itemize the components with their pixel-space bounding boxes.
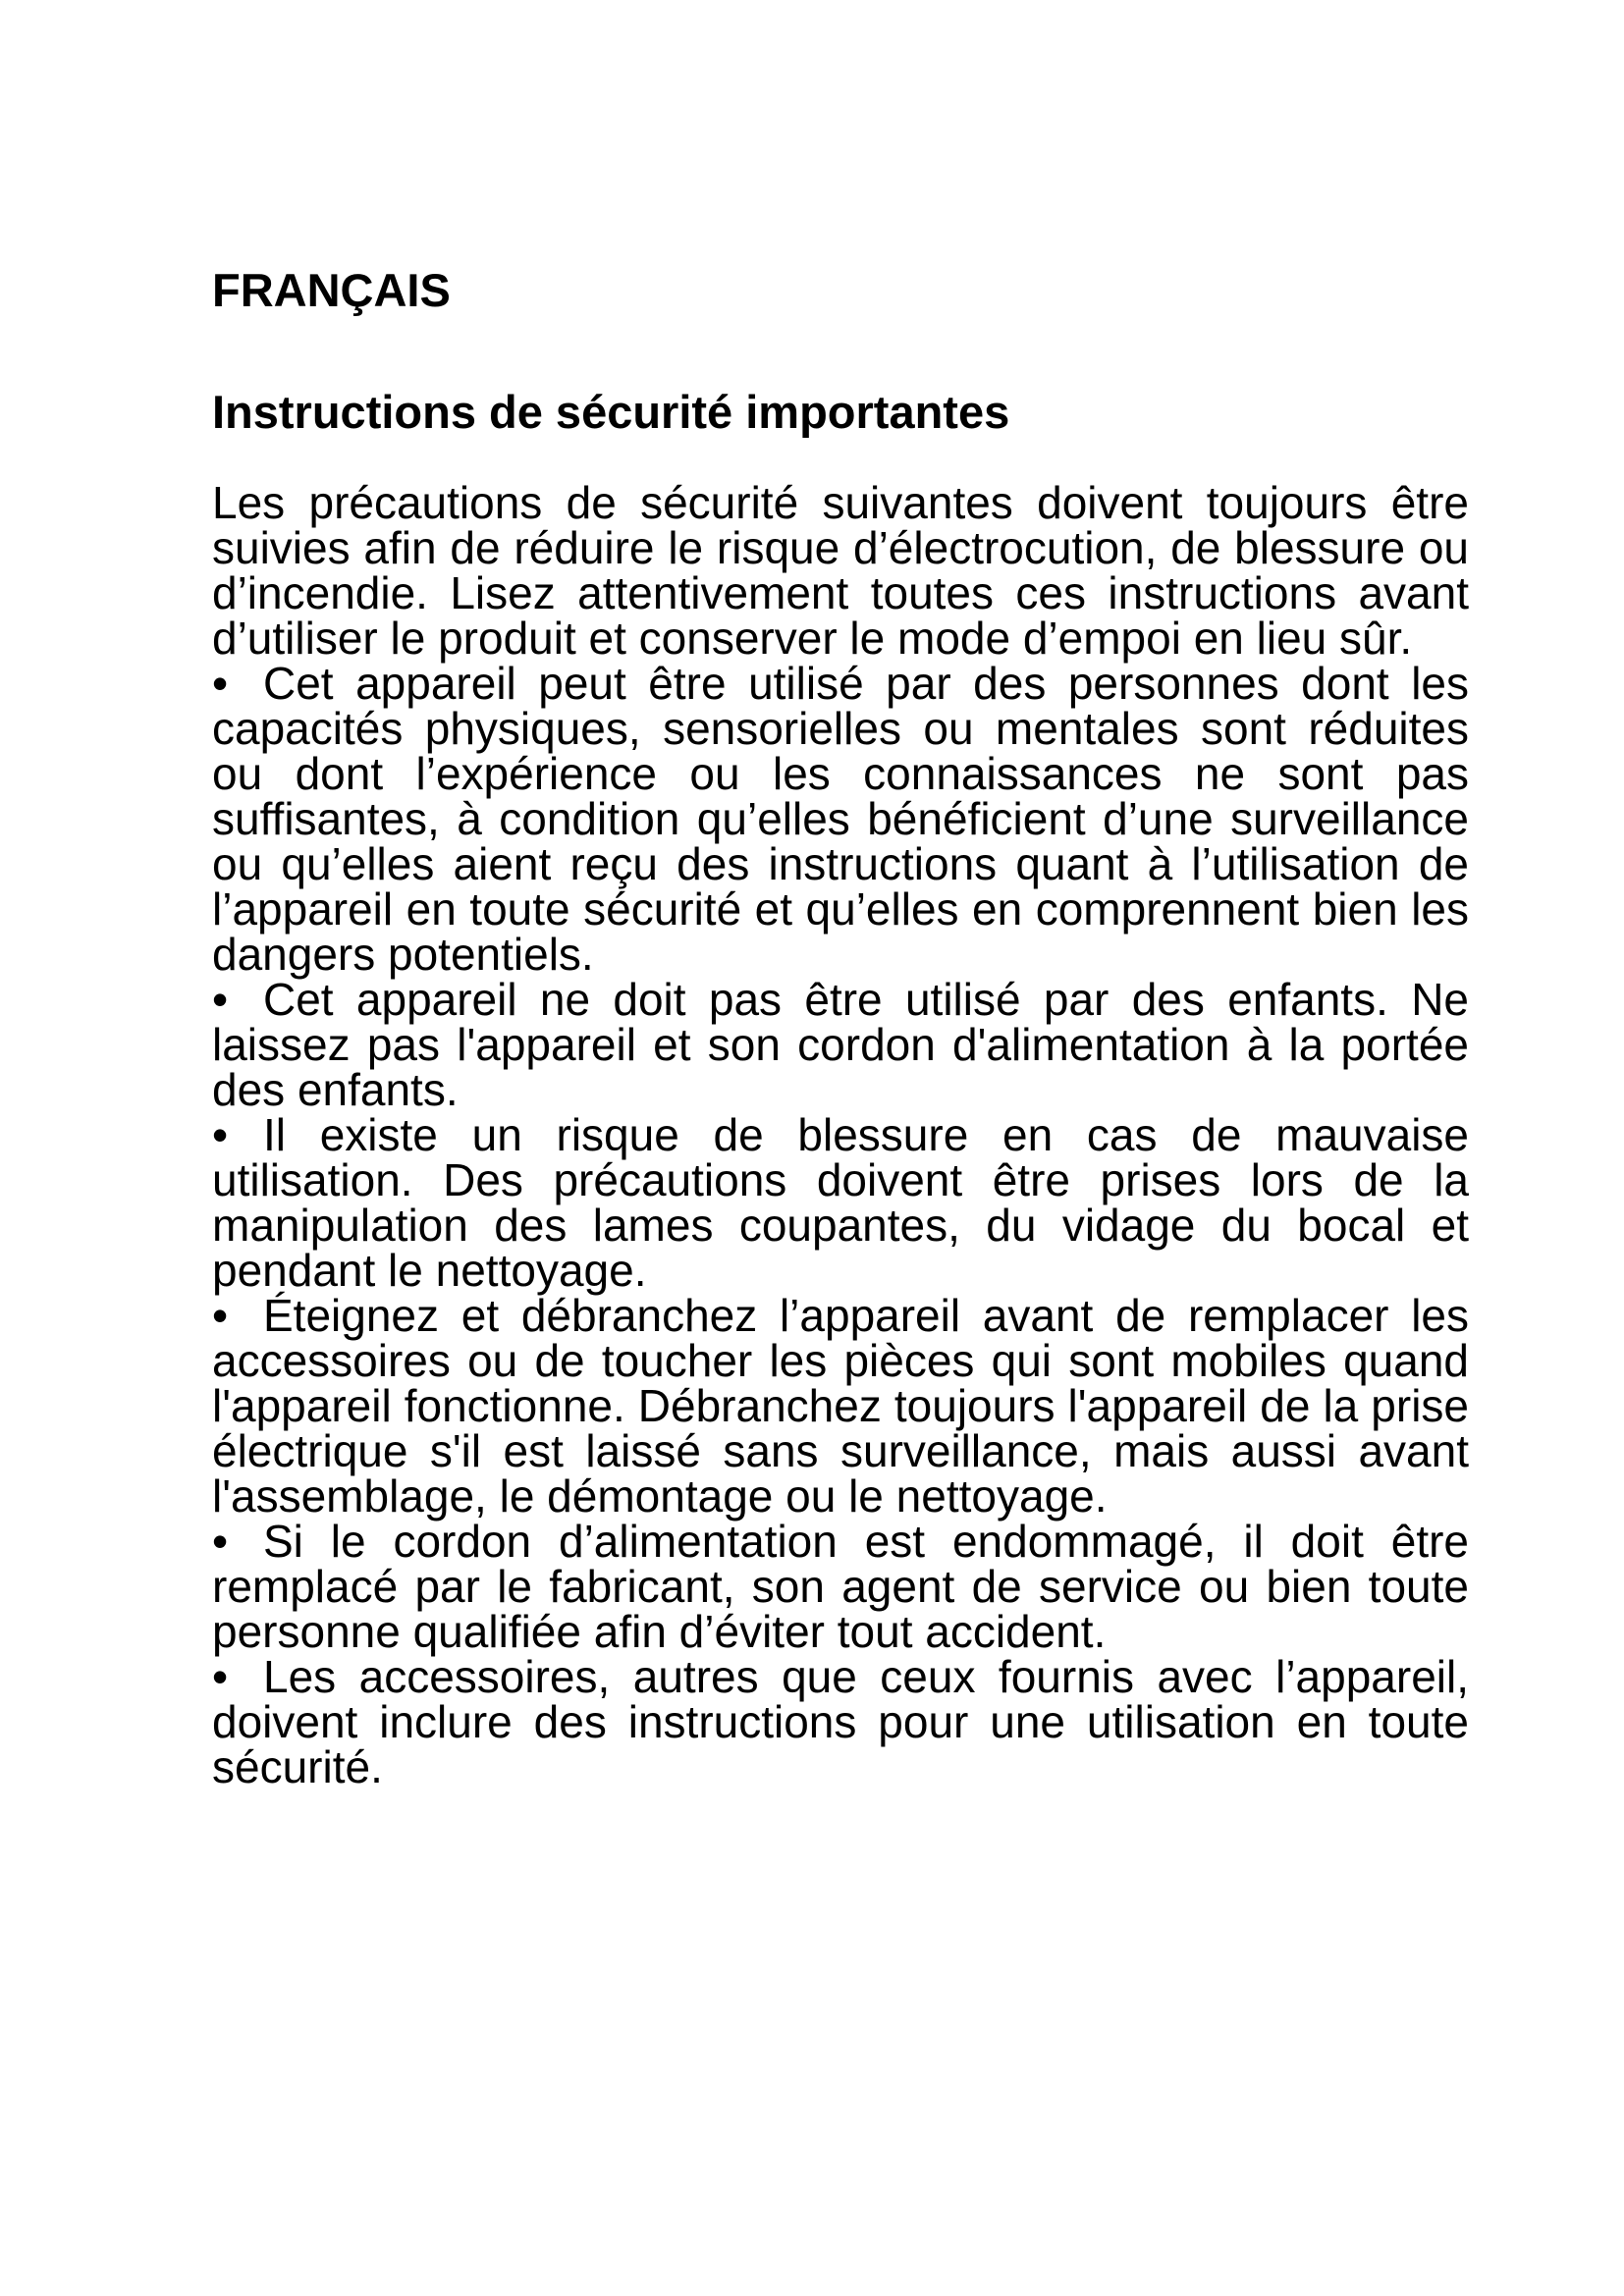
bullet-icon: • bbox=[212, 657, 229, 709]
list-item bbox=[212, 1515, 1469, 1657]
list-item bbox=[212, 1108, 1469, 1296]
section-title: Instructions de sécurité importantes bbox=[212, 386, 1010, 439]
language-heading: FRANÇAIS bbox=[212, 264, 451, 316]
list-item-text: Cet appareil peut être utilisé par des personnes dont les capacités physiques, sensorielles ou mentales sont réduites ou dont l’expérience ou les connaissances ne sont pas suffisantes, à condition qu’elles bénéficient d’une surveillance ou qu’elles aient reçu des instructions quant à l’utilisation de l’appareil en toute sécurité et qu’elles en comprennent bien les dangers potentiels. bbox=[212, 657, 1469, 980]
bullet-icon: • bbox=[212, 1289, 229, 1341]
bullet-icon: • bbox=[212, 1650, 229, 1702]
intro-paragraph: Les précautions de sécurité suivantes doivent toujours être suivies afin de réduire le risque d’électrocution, de blessure ou d’incendie. Lisez attentivement toutes ces instructions avant d’utiliser le produit et conserver le mode d’empoi en lieu sûr. bbox=[212, 476, 1469, 664]
bullet-icon: • bbox=[212, 1515, 229, 1567]
safety-instructions-list bbox=[212, 657, 1469, 1792]
list-item-text: Les accessoires, autres que ceux fournis avec l’appareil, doivent inclure des instructions pour une utilisation en toute sécurité. bbox=[212, 1650, 1469, 1792]
list-item bbox=[212, 973, 1469, 1115]
list-item-text: Si le cordon d’alimentation est endommagé, il doit être remplacé par le fabricant, son agent de service ou bien toute personne qualifiée afin d’éviter tout accident. bbox=[212, 1515, 1469, 1657]
document-content bbox=[212, 263, 1469, 1792]
list-item-text: Éteignez et débranchez l’appareil avant de remplacer les accessoires ou de toucher les pièces qui sont mobiles quand l'appareil fonctionne. Débranchez toujours l'appareil de la prise électrique s'il est laissé sans surveillance, mais aussi avant l'assemblage, le démontage ou le nettoyage. bbox=[212, 1289, 1469, 1522]
list-item bbox=[212, 1650, 1469, 1792]
bullet-icon: • bbox=[212, 973, 229, 1025]
list-item-text: Il existe un risque de blessure en cas de mauvaise utilisation. Des précautions doivent être prises lors de la manipulation des lames coupantes, du vidage du bocal et pendant le nettoyage. bbox=[212, 1108, 1469, 1296]
bullet-icon: • bbox=[212, 1108, 229, 1160]
list-item-text: Cet appareil ne doit pas être utilisé par des enfants. Ne laissez pas l'appareil et son cordon d'alimentation à la portée des enfants. bbox=[212, 973, 1469, 1115]
list-item bbox=[212, 657, 1469, 980]
list-item bbox=[212, 1289, 1469, 1522]
